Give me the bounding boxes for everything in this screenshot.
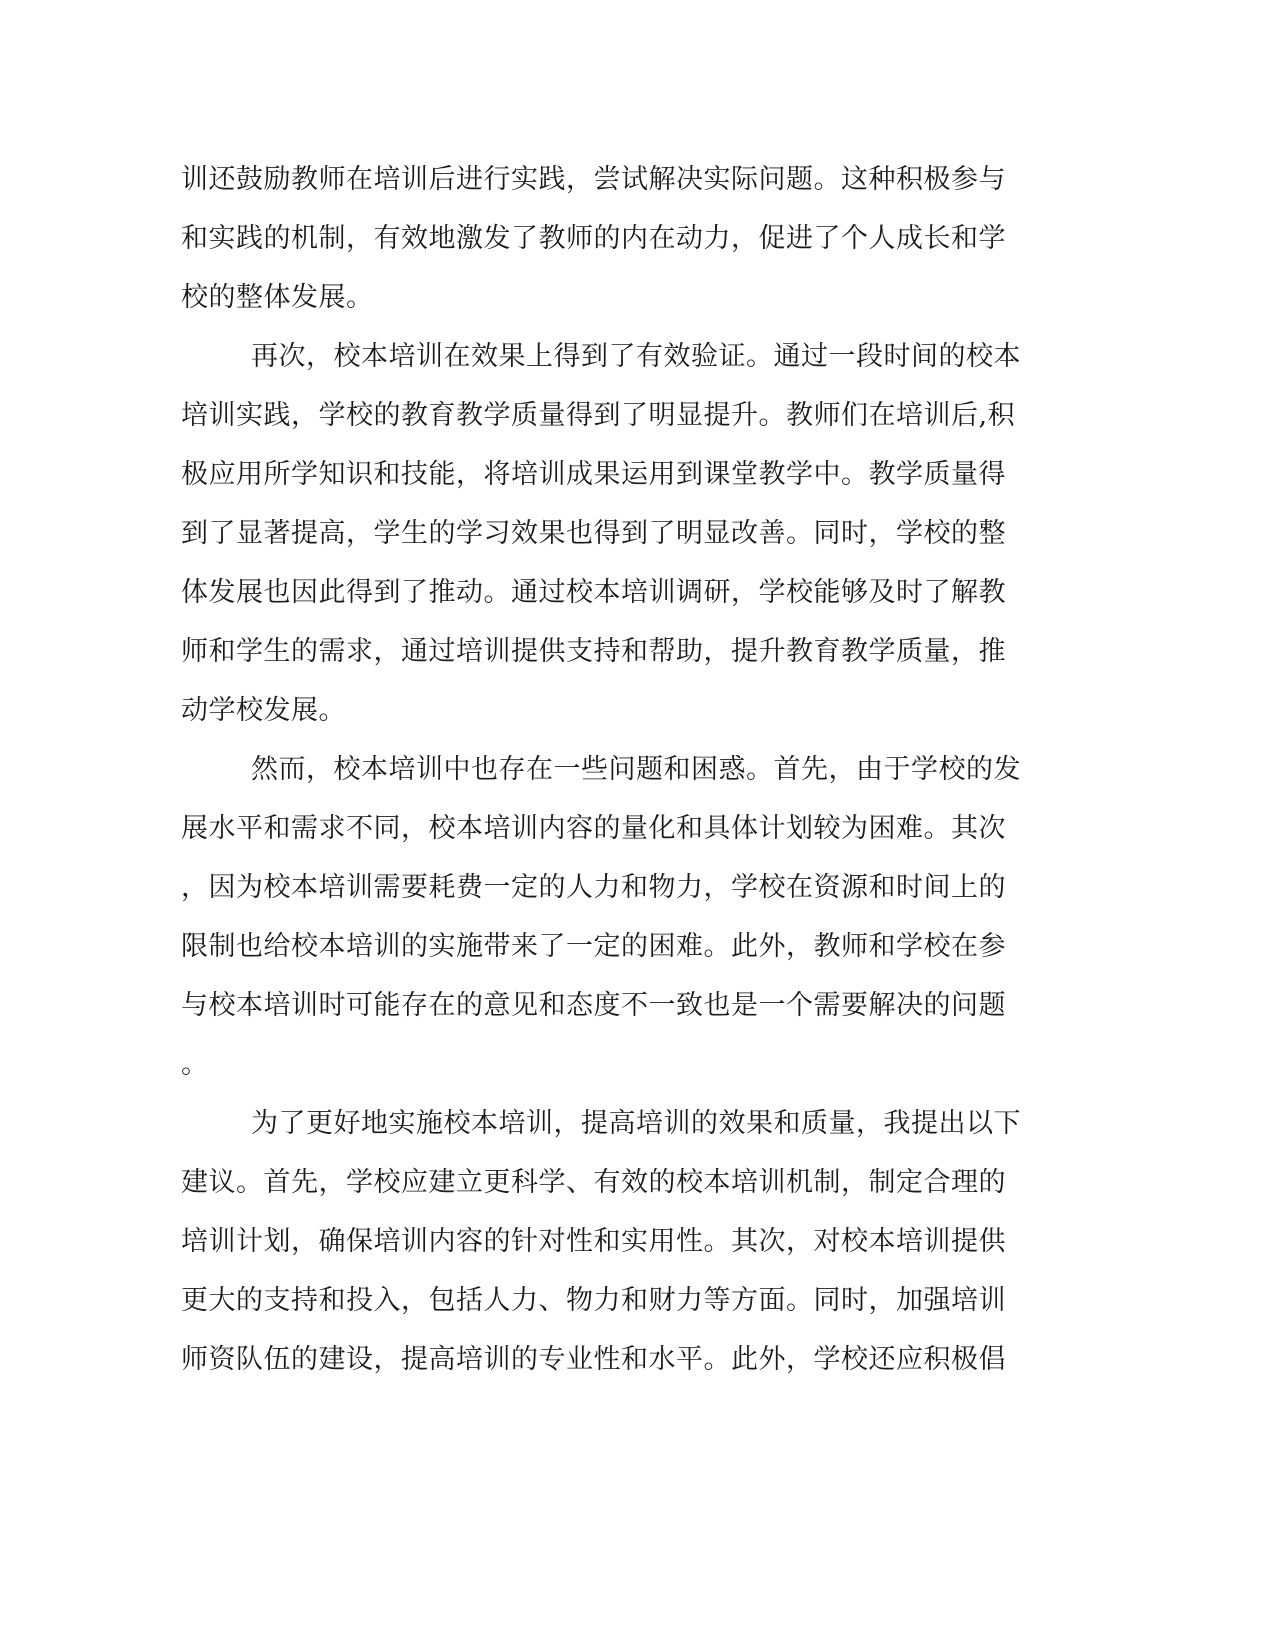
- text-line: 到了显著提高，学生的学习效果也得到了明显改善。同时，学校的整: [181, 518, 1006, 549]
- text-line: 与校本培训时可能存在的意见和态度不一致也是一个需要解决的问题: [181, 990, 1006, 1021]
- text-line: 动学校发展。: [181, 695, 346, 726]
- text-line: 更大的支持和投入，包括人力、物力和财力等方面。同时，加强培训: [181, 1285, 1006, 1316]
- text-line: 。: [181, 1049, 209, 1080]
- text-line: 师和学生的需求，通过培训提供支持和帮助，提升教育教学质量，推: [181, 636, 1006, 667]
- text-line: 培训计划，确保培训内容的针对性和实用性。其次，对校本培训提供: [181, 1226, 1006, 1257]
- text-line: 极应用所学知识和技能，将培训成果运用到课堂教学中。教学质量得: [181, 459, 1006, 490]
- text-line: 然而，校本培训中也存在一些问题和困惑。首先，由于学校的发: [251, 754, 1021, 785]
- text-line: 再次，校本培训在效果上得到了有效验证。通过一段时间的校本: [251, 341, 1021, 372]
- text-line: ，因为校本培训需要耗费一定的人力和物力，学校在资源和时间上的: [181, 872, 1006, 903]
- text-line: 体发展也因此得到了推动。通过校本培训调研，学校能够及时了解教: [181, 577, 1006, 608]
- text-line: 培训实践，学校的教育教学质量得到了明显提升。教师们在培训后,积: [181, 400, 1016, 431]
- text-line: 展水平和需求不同，校本培训内容的量化和具体计划较为困难。其次: [181, 813, 1006, 844]
- text-line: 师资队伍的建设，提高培训的专业性和水平。此外，学校还应积极倡: [181, 1344, 1006, 1375]
- text-line: 建议。首先，学校应建立更科学、有效的校本培训机制，制定合理的: [181, 1167, 1006, 1198]
- text-line: 校的整体发展。: [181, 282, 374, 313]
- text-line: 为了更好地实施校本培训，提高培训的效果和质量，我提出以下: [251, 1108, 1021, 1139]
- text-line: 限制也给校本培训的实施带来了一定的困难。此外，教师和学校在参: [181, 931, 1006, 962]
- text-line: 和实践的机制，有效地激发了教师的内在动力，促进了个人成长和学: [181, 223, 1006, 254]
- text-line: 训还鼓励教师在培训后进行实践，尝试解决实际问题。这种积极参与: [181, 164, 1006, 195]
